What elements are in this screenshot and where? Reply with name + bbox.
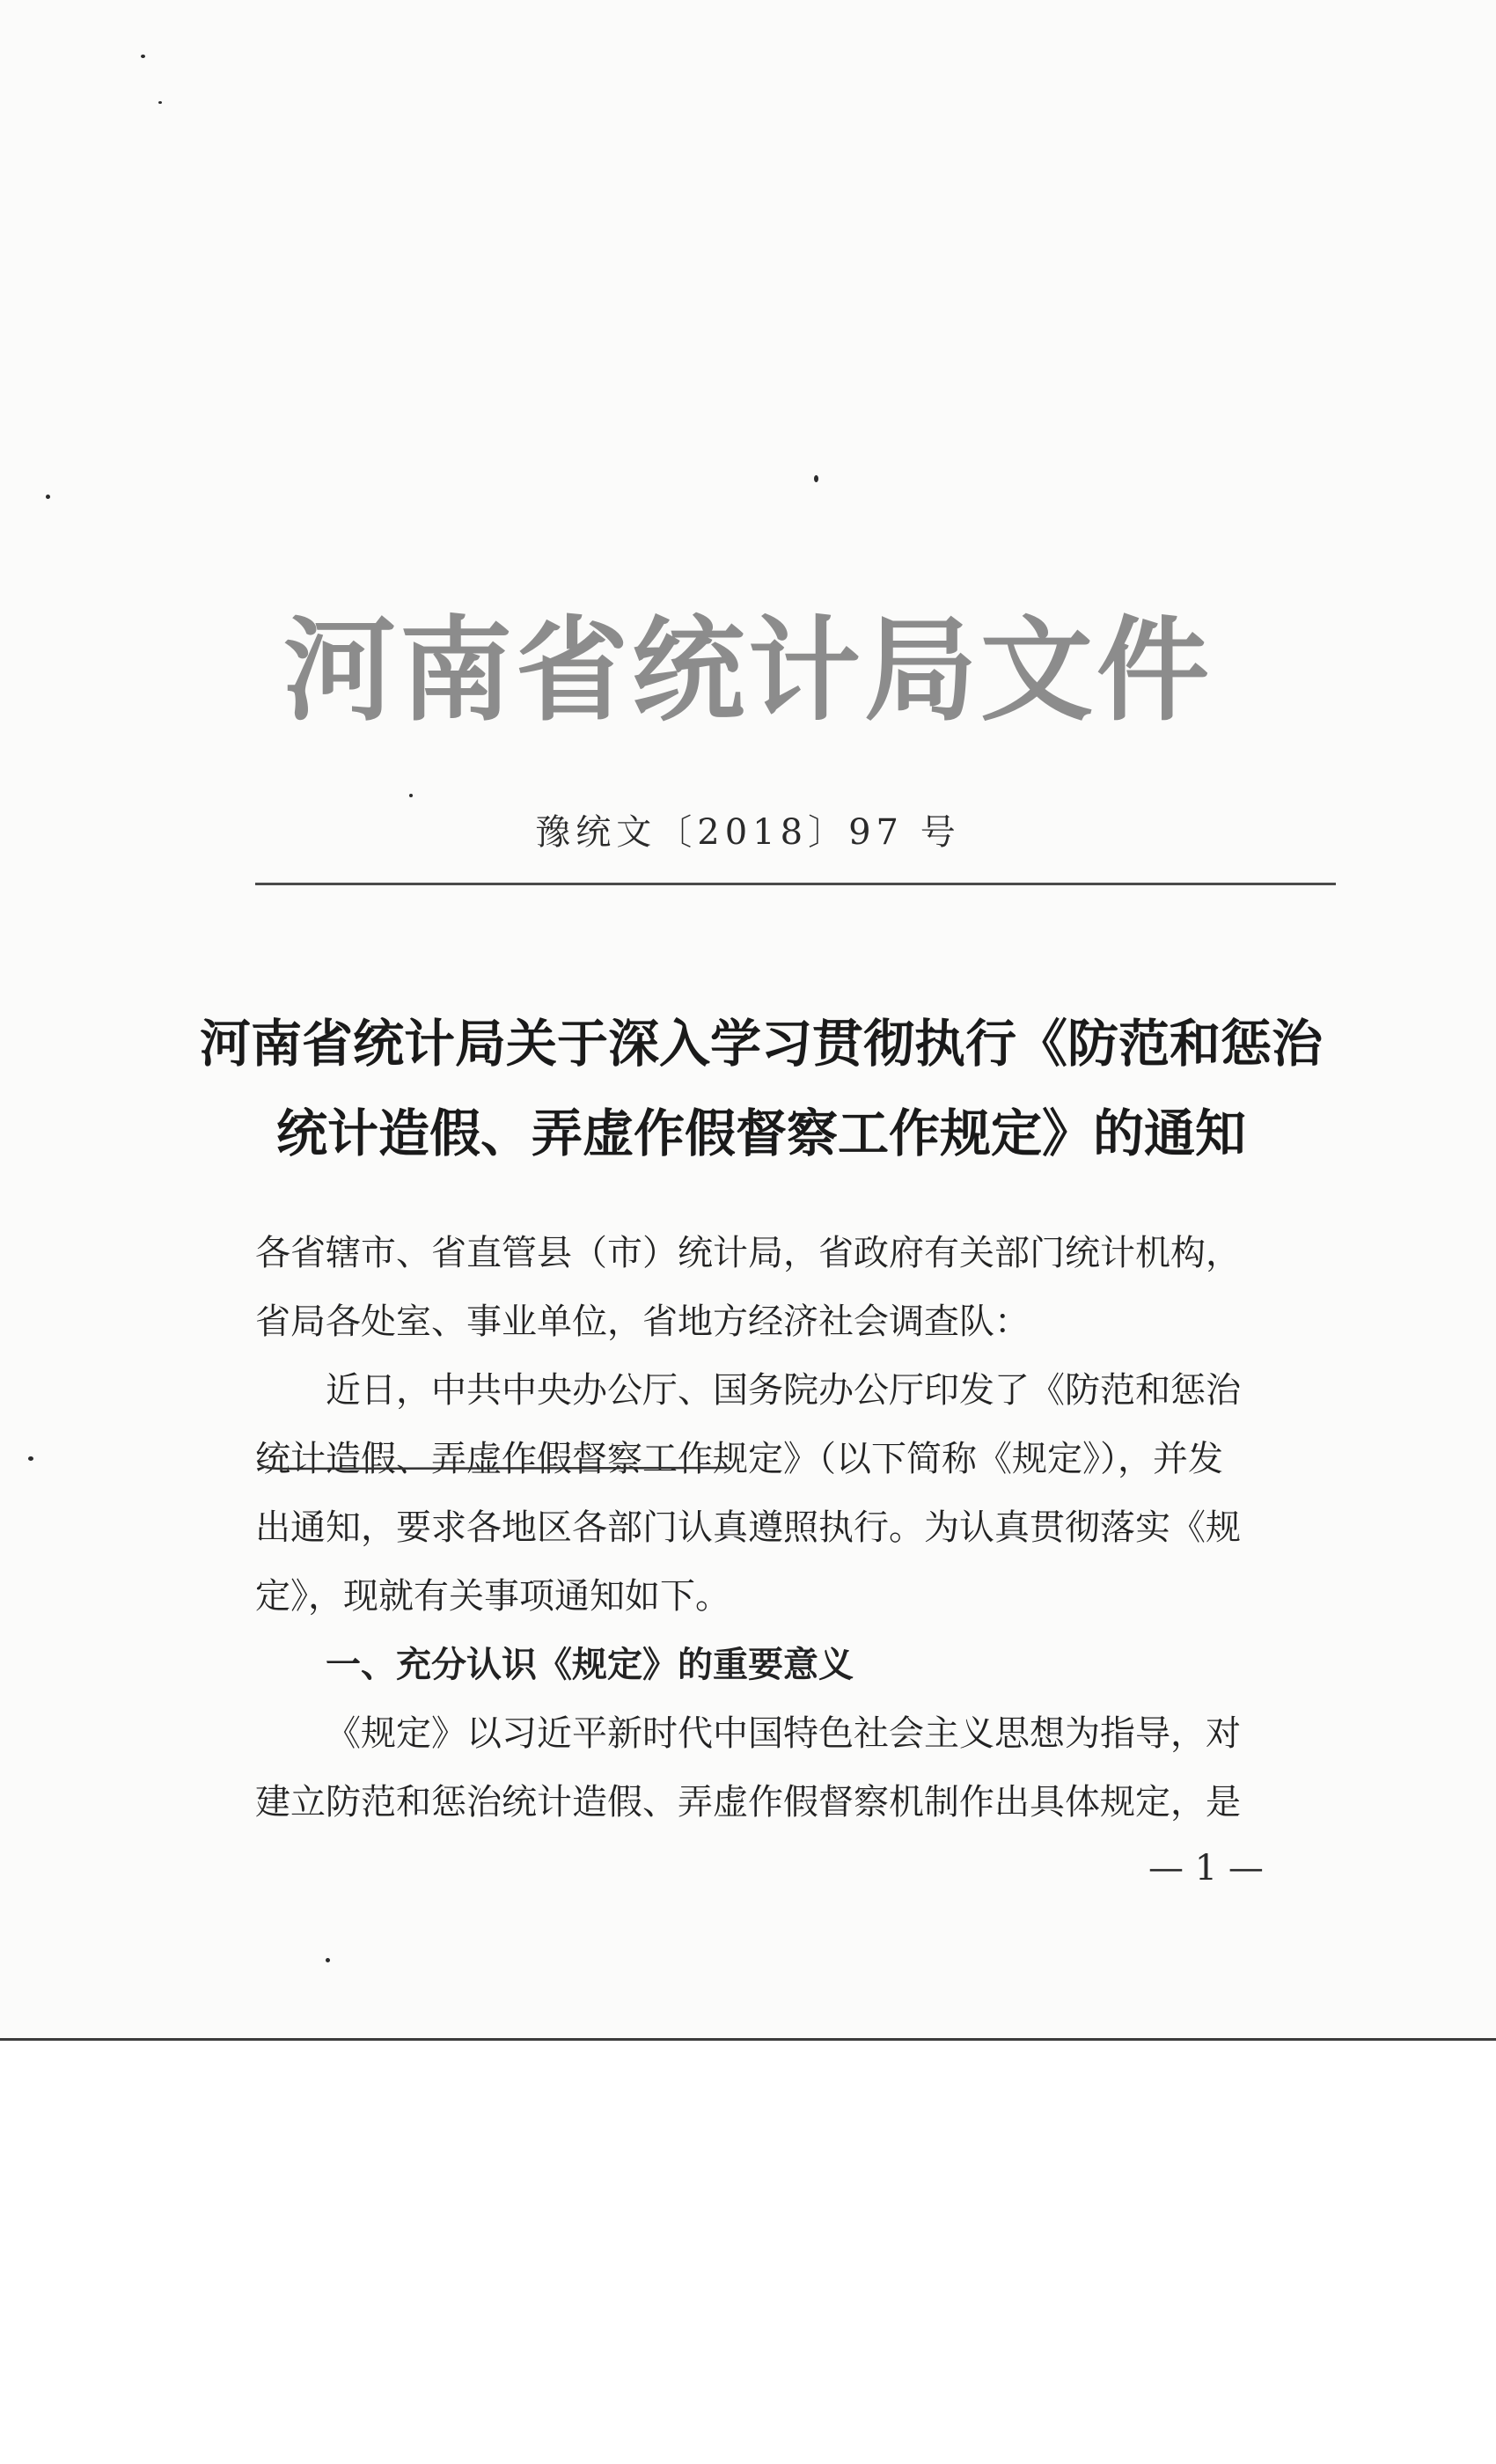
intro-line: 统计造假、弄虚作假督察工作规定》（以下简称《规定》），并发	[255, 1439, 1223, 1479]
section-heading: 一、充分认识《规定》的重要意义	[326, 1644, 854, 1685]
intro-line: 出通知，要求各地区各部门认真遵照执行。为认真贯彻落实《规	[255, 1507, 1241, 1548]
title-line: 河南省统计局关于深入学习贯彻执行《防范和惩治	[199, 1014, 1323, 1074]
title-line: 统计造假、弄虚作假督察工作规定》的通知	[275, 1104, 1246, 1163]
scan-speck	[326, 1958, 330, 1962]
addressee-line: 省局各处室、事业单位，省地方经济社会调查队：	[255, 1302, 1030, 1342]
scan-edge-line	[0, 2038, 1496, 2041]
section-line: 建立防范和惩治统计造假、弄虚作假督察机制作出具体规定，是	[255, 1782, 1241, 1822]
document-title	[176, 999, 1346, 1178]
intro-line: 定》，现就有关事项通知如下。	[255, 1576, 730, 1617]
handwritten-underline	[255, 1461, 748, 1471]
header-divider	[255, 883, 1336, 885]
document-body	[255, 1219, 1338, 1837]
scan-speck	[28, 1456, 33, 1461]
page-number: — 1 —	[1148, 1848, 1264, 1888]
section-line: 《规定》以习近平新时代中国特色社会主义思想为指导，对	[326, 1713, 1241, 1754]
scan-speck	[46, 495, 50, 499]
scan-speck	[409, 794, 413, 797]
scan-speck	[141, 55, 145, 58]
document-header: 河南省统计局文件	[282, 604, 1213, 737]
scan-speck	[158, 101, 162, 104]
document-number: 豫统文〔2018〕97 号	[535, 812, 961, 853]
addressee-line: 各省辖市、省直管县（市）统计局，省政府有关部门统计机构，	[255, 1233, 1241, 1273]
scan-speck	[814, 475, 818, 482]
intro-line: 近日，中共中央办公厅、国务院办公厅印发了《防范和惩治	[326, 1370, 1241, 1411]
